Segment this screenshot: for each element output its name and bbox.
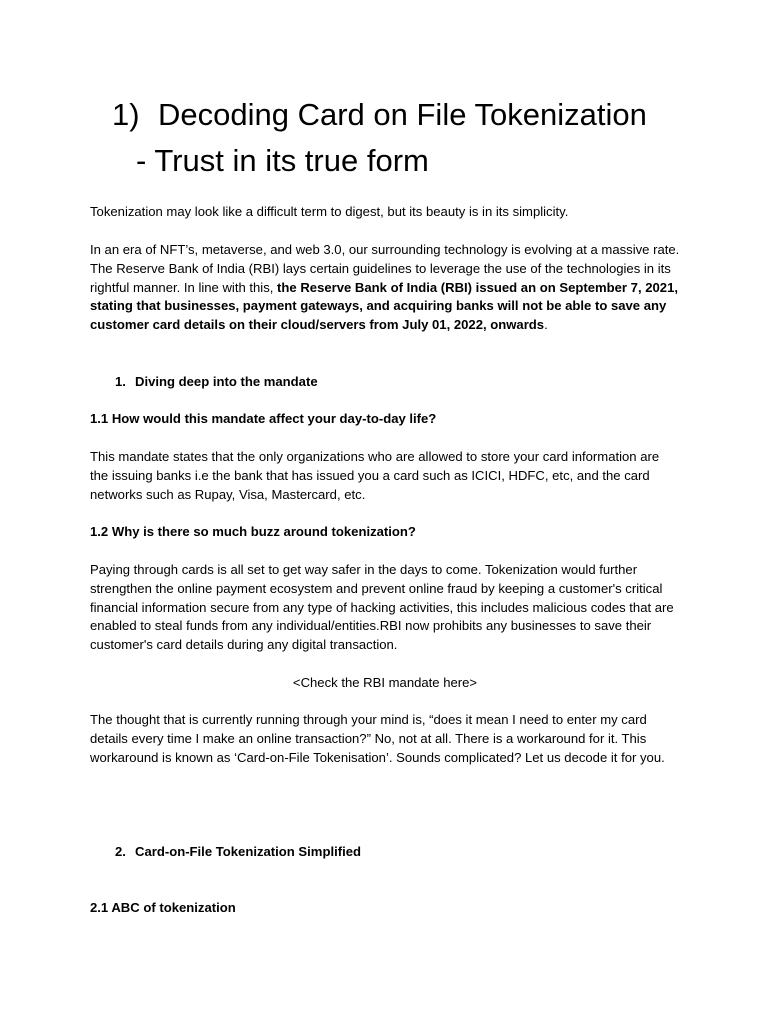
era-paragraph-bold-text: the Reserve Bank of India (RBI) issued an on September 7, 2021, stating that businesses, payment gateways, and acquiring banks will not be able to save any customer card details on their cloud/servers from July 01, 2022, onwards (90, 279, 678, 333)
document-title (112, 92, 732, 184)
section-1-number: 1. (115, 374, 126, 389)
section-2-title: Card-on-File Tokenization Simplified (135, 844, 361, 859)
subheading-2-1: 2.1 ABC of tokenization (90, 900, 236, 915)
subheading-1-1: 1.1 How would this mandate affect your day-to-day life? (90, 411, 437, 426)
section-1-title: Diving deep into the mandate (135, 374, 318, 389)
paragraph-thought: The thought that is currently running through your mind is, “does it mean I need to enter my card details every time I make an online transaction?” No, not at all. There is a workaround for it. This workaround is known as ‘Card-on-File Tokenisation’. Sounds complicated? Let us decode it for you. (90, 712, 665, 765)
era-paragraph (90, 241, 680, 335)
section-2-heading (115, 843, 361, 862)
title-line-2: - Trust in its true form (136, 143, 429, 178)
section-2-number: 2. (115, 844, 126, 859)
era-paragraph-text: In an era of NFT’s, metaverse, and web 3.0, our surrounding technology is evolving at a massive rate. The Reserve Bank of India (RBI) lays certain guidelines to leverage the use of the technologies in its rightful manner. In line with this, (90, 242, 680, 295)
title-number: 1) (112, 97, 140, 132)
title-line-1: Decoding Card on File Tokenization (158, 97, 647, 132)
section-1-heading (115, 373, 318, 392)
rbi-mandate-link[interactable]: <Check the RBI mandate here> (292, 675, 478, 690)
paragraph-1-1: This mandate states that the only organizations who are allowed to store your card information are the issuing banks i.e the bank that has issued you a card such as ICICI, HDFC, etc, and the card networks such as Rupay, Visa, Mastercard, etc. (90, 449, 660, 502)
intro-paragraph: Tokenization may look like a difficult term to digest, but its beauty is in its simplicity. (90, 204, 569, 219)
paragraph-1-2: Paying through cards is all set to get way safer in the days to come. Tokenization would further strengthen the online payment ecosystem and prevent online fraud by keeping a customer's critical financial information secure from any type of hacking activities, this includes malicious codes that are enabled to steal funds from any individual/entities.RBI now prohibits any businesses to save their customer's card details during any digital transaction. (90, 562, 674, 653)
subheading-1-2: 1.2 Why is there so much buzz around tokenization? (90, 524, 416, 539)
era-paragraph-end: . (544, 317, 548, 333)
